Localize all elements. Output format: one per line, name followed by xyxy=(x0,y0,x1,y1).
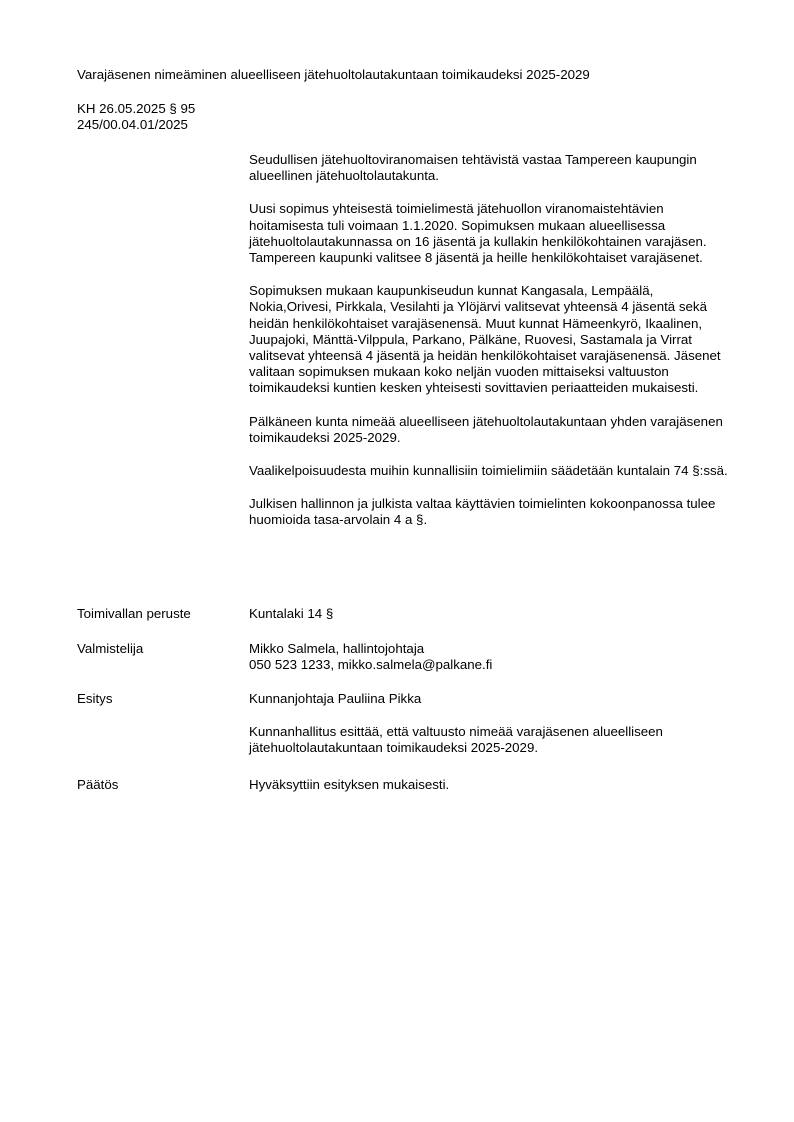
decision-label: Päätös xyxy=(77,777,119,792)
preparer-contact: 050 523 1233, mikko.salmela@palkane.fi xyxy=(249,657,493,673)
paragraph-nomination: Pälkäneen kunta nimeää alueelliseen jätehuoltolautakuntaan yhden varajäsenen toimikaudeksi 2025-2029. xyxy=(249,413,723,445)
paragraph-eligibility: Vaalikelpoisuudesta muihin kunnallisiin toimielimiin säädetään kuntalain 74 §:ssä. xyxy=(249,463,728,479)
authority-value: Kuntalaki 14 § xyxy=(249,606,334,621)
proposal-label: Esitys xyxy=(77,691,113,706)
preparer-label: Valmistelija xyxy=(77,641,144,656)
meeting-reference: KH 26.05.2025 § 95 xyxy=(77,101,196,116)
case-number: 245/00.04.01/2025 xyxy=(77,117,188,133)
decision-text: Hyväksyttiin esityksen mukaisesti. xyxy=(249,777,450,792)
proposal-presenter: Kunnanjohtaja Pauliina Pikka xyxy=(249,691,422,706)
paragraph-responsibility: Seudullisen jätehuoltoviranomaisen tehtävistä vastaa Tampereen kaupungin alueellinen jätehuoltolautakunta. xyxy=(249,152,697,184)
proposal-text: Kunnanhallitus esittää, että valtuusto nimeää varajäsenen alueelliseen jätehuoltolautakuntaan toimikaudeksi 2025-2029. xyxy=(249,724,663,756)
paragraph-agreement: Uusi sopimus yhteisestä toimielimestä jätehuollon viranomaistehtävien hoitamisesta tuli voimaan 1.1.2020. Sopimuksen mukaan alueellisessa jätehuoltolautakunnassa on 16 jäsentä ja kullakin henkilökohtainen varajäsen. Tampereen kaupunki valitsee 8 jäsentä ja heille henkilökohtaiset varajäsenet. xyxy=(249,201,707,266)
authority-label: Toimivallan peruste xyxy=(77,606,191,621)
preparer-name: Mikko Salmela, hallintojohtaja xyxy=(249,641,425,656)
reference-block xyxy=(77,101,195,133)
case-description xyxy=(249,152,739,546)
document-title: Varajäsenen nimeäminen alueelliseen jätehuoltolautakuntaan toimikaudeksi 2025-2029 xyxy=(77,67,590,82)
paragraph-equality: Julkisen hallinnon ja julkista valtaa käyttävien toimielinten kokoonpanossa tulee huomioida tasa-arvolain 4 a §. xyxy=(249,496,716,528)
paragraph-municipalities: Sopimuksen mukaan kaupunkiseudun kunnat Kangasala, Lempäälä, Nokia,Orivesi, Pirkkala, Vesilahti ja Ylöjärvi valitsevat yhteensä 4 jäsentä sekä heidän henkilökohtaiset varajäsenensä. Muut kunnat Hämeenkyrö, Ikaalinen, Juupajoki, Mänttä-Vilppula, Parkano, Pälkäne, Ruovesi, Sastamala ja Virrat valitsevat yhteensä 4 jäsentä ja heidän henkilökohtaiset varajäsenensä. Jäsenet valitaan sopimuksen mukaan koko neljän vuoden mittaiseksi valtuuston toimikaudeksi kuntien kesken yhteisesti sovittavien periaatteiden mukaisesti. xyxy=(249,283,721,396)
